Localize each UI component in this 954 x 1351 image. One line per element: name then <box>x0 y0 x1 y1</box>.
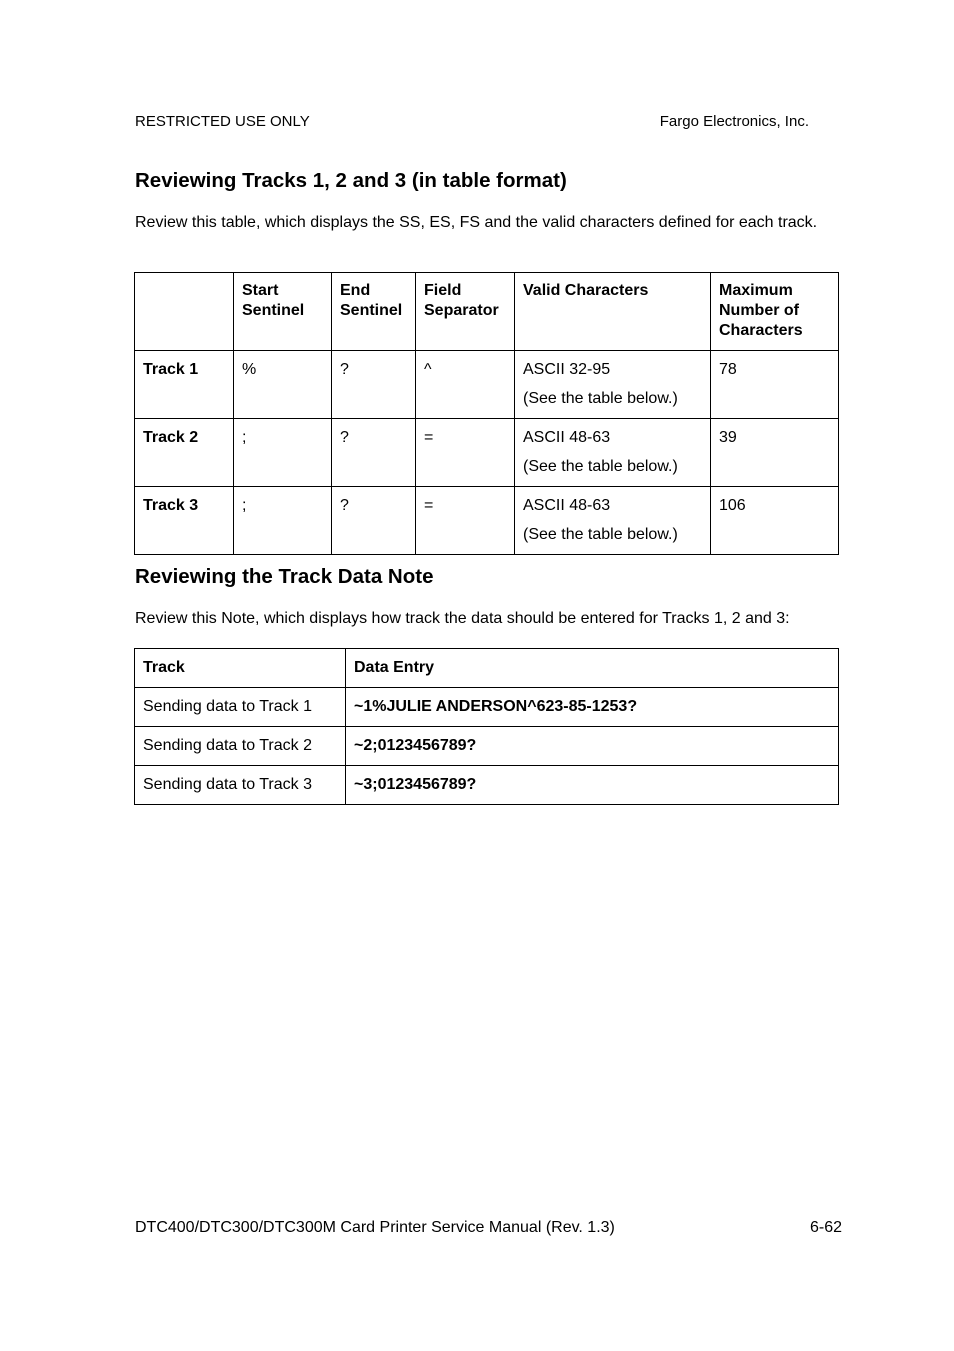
field-separator-cell: = <box>416 487 515 555</box>
track-name-cell: Track 1 <box>135 351 234 419</box>
valid-characters-note: (See the table below.) <box>523 458 678 475</box>
valid-characters-cell <box>515 487 711 555</box>
start-sentinel-cell: % <box>234 351 332 419</box>
end-sentinel-cell: ? <box>332 487 416 555</box>
max-characters-cell: 106 <box>711 487 839 555</box>
tracks-table-header-row <box>135 273 839 351</box>
table-row <box>135 688 839 727</box>
max-characters-cell: 78 <box>711 351 839 419</box>
footer-page-number: 6-62 <box>809 1219 842 1236</box>
track-description-cell: Sending data to Track 1 <box>135 688 346 727</box>
table-row <box>135 487 839 555</box>
valid-characters-range: ASCII 32-95 <box>523 361 611 378</box>
data-entry-cell: ~1%JULIE ANDERSON^623-85-1253? <box>346 688 839 727</box>
track-description-cell: Sending data to Track 3 <box>135 766 346 805</box>
valid-characters-range: ASCII 48-63 <box>523 429 611 446</box>
column-header-valid-characters: Valid Characters <box>515 273 711 351</box>
tracks-section-heading: Reviewing Tracks 1, 2 and 3 (in table format) <box>135 169 567 192</box>
column-header-start-sentinel: Start Sentinel <box>234 273 332 351</box>
table-row <box>135 727 839 766</box>
track-data-note-heading: Reviewing the Track Data Note <box>135 565 434 588</box>
tracks-table <box>134 272 839 555</box>
valid-characters-range: ASCII 48-63 <box>523 497 611 514</box>
column-header-max-characters: Maximum Number of Characters <box>711 273 839 351</box>
column-header-end-sentinel: End Sentinel <box>332 273 416 351</box>
track-description-cell: Sending data to Track 2 <box>135 727 346 766</box>
header-restriction-label: RESTRICTED USE ONLY <box>135 113 310 130</box>
field-separator-cell: ^ <box>416 351 515 419</box>
table-row <box>135 766 839 805</box>
track-data-table <box>134 648 839 805</box>
header-company-name: Fargo Electronics, Inc. <box>659 113 809 130</box>
footer-manual-title: DTC400/DTC300/DTC300M Card Printer Service Manual (Rev. 1.3) <box>135 1219 615 1236</box>
valid-characters-note: (See the table below.) <box>523 390 678 407</box>
column-header-track <box>135 273 234 351</box>
track-name-cell: Track 2 <box>135 419 234 487</box>
data-entry-cell: ~3;0123456789? <box>346 766 839 805</box>
valid-characters-cell <box>515 351 711 419</box>
table-row <box>135 351 839 419</box>
valid-characters-cell <box>515 419 711 487</box>
column-header-field-separator: Field Separator <box>416 273 515 351</box>
start-sentinel-cell: ; <box>234 419 332 487</box>
table-row <box>135 419 839 487</box>
end-sentinel-cell: ? <box>332 351 416 419</box>
track-name-cell: Track 3 <box>135 487 234 555</box>
start-sentinel-cell: ; <box>234 487 332 555</box>
track-data-header-row <box>135 649 839 688</box>
track-data-note-intro: Review this Note, which displays how track the data should be entered for Tracks 1, 2 and 3: <box>135 610 790 627</box>
end-sentinel-cell: ? <box>332 419 416 487</box>
column-header-data-entry: Data Entry <box>346 649 839 688</box>
valid-characters-note: (See the table below.) <box>523 526 678 543</box>
data-entry-cell: ~2;0123456789? <box>346 727 839 766</box>
column-header-track: Track <box>135 649 346 688</box>
max-characters-cell: 39 <box>711 419 839 487</box>
field-separator-cell: = <box>416 419 515 487</box>
tracks-section-intro: Review this table, which displays the SS, ES, FS and the valid characters defined for each track. <box>135 214 818 231</box>
